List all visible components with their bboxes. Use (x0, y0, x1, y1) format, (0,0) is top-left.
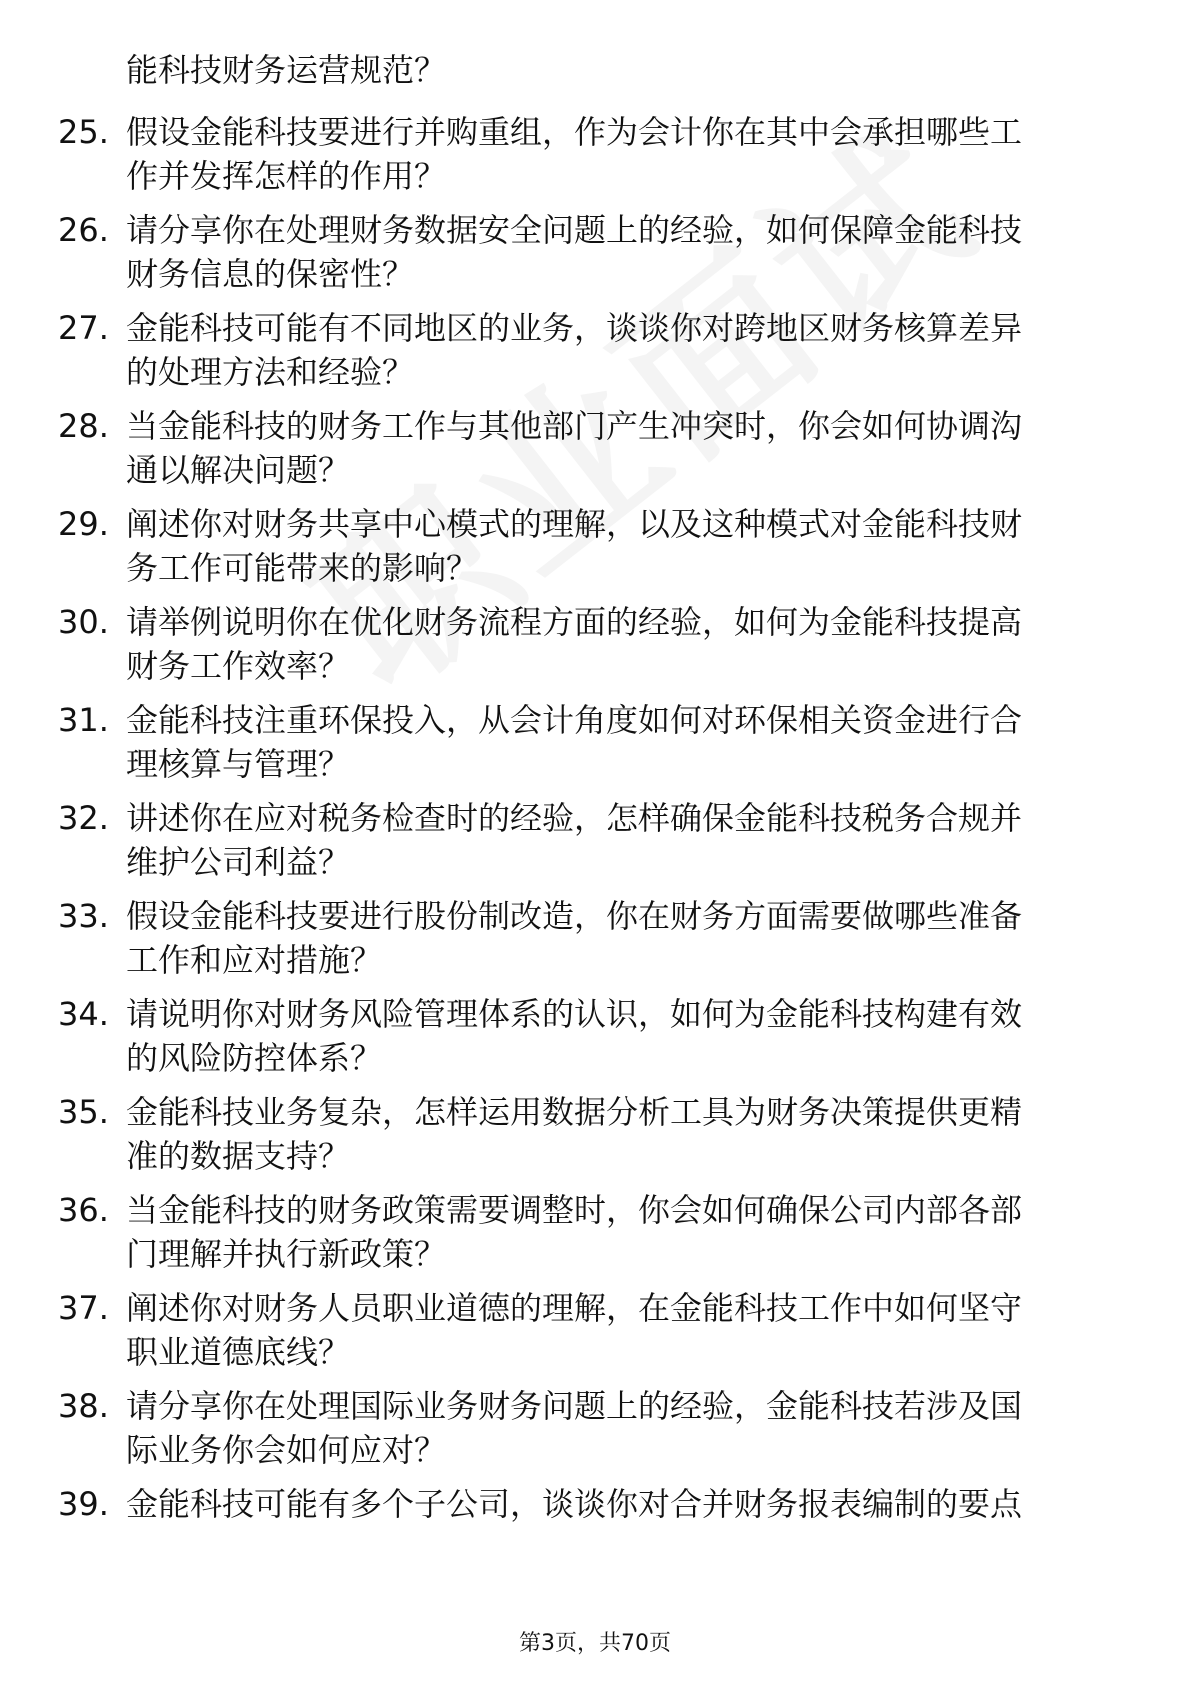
question-item (0, 1188, 1190, 1286)
question-number: 35. (58, 1093, 109, 1131)
question-number: 34. (58, 995, 109, 1033)
question-text (126, 796, 1116, 884)
question-text-line: 维护公司利益？ (126, 843, 351, 881)
question-number: 33. (58, 897, 109, 935)
question-text (126, 306, 1116, 394)
question-number: 27. (58, 309, 109, 347)
previous-question-continuation: 能科技财务运营规范？ (126, 51, 447, 89)
question-text-line: 请说明你对财务风险管理体系的认识，如何为金能科技构建有效 (126, 995, 1023, 1033)
question-number: 28. (58, 407, 109, 445)
question-number: 36. (58, 1191, 109, 1229)
question-text-line: 职业道德底线？ (126, 1333, 351, 1371)
question-item (0, 1286, 1190, 1384)
question-text (126, 600, 1116, 688)
question-text-line: 财务信息的保密性？ (126, 255, 415, 293)
question-item (0, 404, 1190, 502)
question-item (0, 306, 1190, 404)
question-number: 25. (58, 113, 109, 151)
question-text (126, 992, 1116, 1080)
question-text-line: 请分享你在处理国际业务财务问题上的经验，金能科技若涉及国 (126, 1387, 1023, 1425)
question-item (0, 698, 1190, 796)
question-text (126, 1286, 1116, 1374)
question-item (0, 208, 1190, 306)
question-number: 39. (58, 1485, 109, 1523)
question-number: 31. (58, 701, 109, 739)
question-text (126, 110, 1116, 198)
question-number: 29. (58, 505, 109, 543)
question-text-line: 通以解决问题？ (126, 451, 351, 489)
question-text-line: 讲述你在应对税务检查时的经验，怎样确保金能科技税务合规并 (126, 799, 1023, 837)
question-number: 32. (58, 799, 109, 837)
question-number: 30. (58, 603, 109, 641)
question-text-line: 理核算与管理？ (126, 745, 351, 783)
question-text-line: 阐述你对财务人员职业道德的理解，在金能科技工作中如何坚守 (126, 1289, 1023, 1327)
question-text-line: 工作和应对措施？ (126, 941, 383, 979)
question-text-line: 金能科技可能有多个子公司，谈谈你对合并财务报表编制的要点 (126, 1485, 1023, 1523)
question-item (0, 894, 1190, 992)
question-text-line: 当金能科技的财务政策需要调整时，你会如何确保公司内部各部 (126, 1191, 1023, 1229)
question-item (0, 992, 1190, 1090)
question-text-line (126, 1526, 1116, 1570)
question-number: 26. (58, 211, 109, 249)
question-item (0, 1090, 1190, 1188)
question-text-line: 门理解并执行新政策？ (126, 1235, 447, 1273)
question-text-line: 的风险防控体系？ (126, 1039, 383, 1077)
question-text-line: 当金能科技的财务工作与其他部门产生冲突时，你会如何协调沟 (126, 407, 1023, 445)
question-text (126, 404, 1116, 492)
question-item (0, 600, 1190, 698)
question-text-line: 财务工作效率？ (126, 647, 351, 685)
question-item (0, 1482, 1190, 1580)
question-text-line: 请举例说明你在优化财务流程方面的经验，如何为金能科技提高 (126, 603, 1023, 641)
question-text (126, 1188, 1116, 1276)
question-text-line: 务工作可能带来的影响？ (126, 549, 479, 587)
question-item (0, 110, 1190, 208)
question-text (126, 894, 1116, 982)
question-text-line: 金能科技可能有不同地区的业务，谈谈你对跨地区财务核算差异 (126, 309, 1023, 347)
question-text-line: 金能科技业务复杂，怎样运用数据分析工具为财务决策提供更精 (126, 1093, 1023, 1131)
question-text-line: 假设金能科技要进行并购重组，作为会计你在其中会承担哪些工 (126, 113, 1023, 151)
question-item (0, 1384, 1190, 1482)
question-text-line: 准的数据支持？ (126, 1137, 351, 1175)
question-item (0, 796, 1190, 894)
question-text (126, 698, 1116, 786)
question-text-line: 的处理方法和经验？ (126, 353, 415, 391)
page-footer: 第3页，共70页 (519, 1631, 671, 1656)
question-text (126, 208, 1116, 296)
question-text (126, 502, 1116, 590)
question-item (0, 502, 1190, 600)
question-number: 38. (58, 1387, 109, 1425)
question-text-line: 假设金能科技要进行股份制改造，你在财务方面需要做哪些准备 (126, 897, 1023, 935)
question-text (126, 1090, 1116, 1178)
question-text-line: 作并发挥怎样的作用？ (126, 157, 447, 195)
question-number: 37. (58, 1289, 109, 1327)
question-text-line: 阐述你对财务共享中心模式的理解，以及这种模式对金能科技财 (126, 505, 1023, 543)
question-list (0, 110, 1190, 1580)
question-text-line: 金能科技注重环保投入，从会计角度如何对环保相关资金进行合 (126, 701, 1023, 739)
question-text (126, 1384, 1116, 1472)
question-text (126, 1482, 1116, 1570)
question-text-line: 际业务你会如何应对？ (126, 1431, 447, 1469)
question-text-line: 请分享你在处理财务数据安全问题上的经验，如何保障金能科技 (126, 211, 1023, 249)
